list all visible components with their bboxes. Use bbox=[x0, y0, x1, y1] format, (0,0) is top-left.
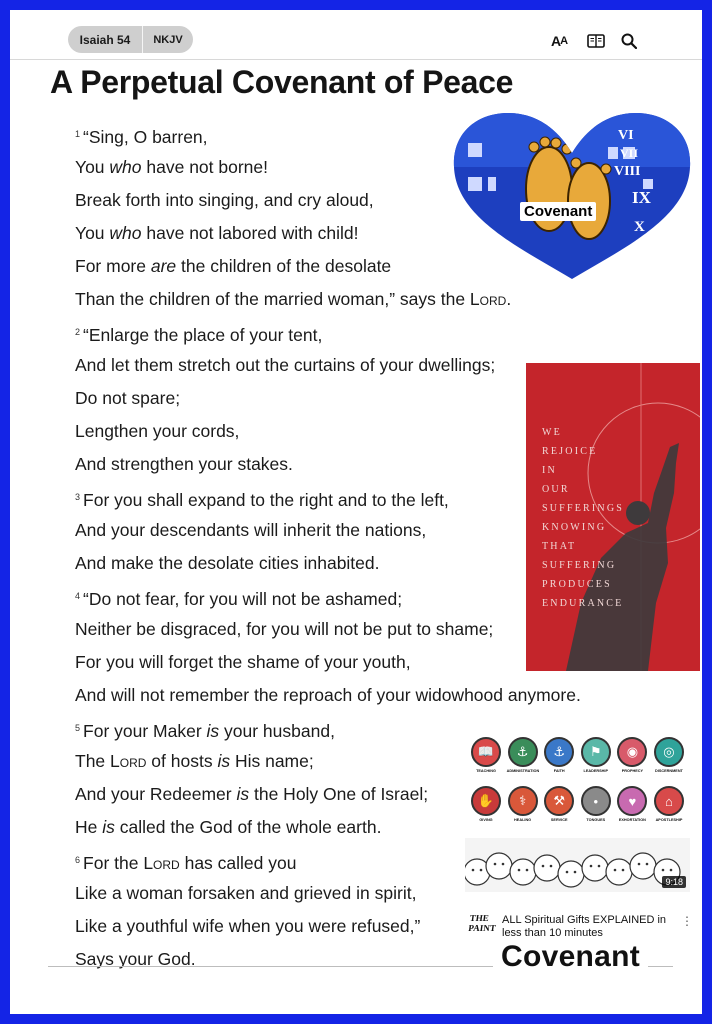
gift-badge: ◎ bbox=[654, 737, 684, 767]
verse-line-start[interactable] bbox=[75, 316, 675, 349]
verse-line-text: Says your God. bbox=[75, 949, 196, 969]
gift-icon-giving bbox=[470, 786, 502, 822]
gift-icon-exhortation bbox=[616, 786, 648, 822]
gift-badge: ✋ bbox=[471, 786, 501, 816]
gift-icon-tongues bbox=[580, 786, 612, 822]
verse-number: 5 bbox=[75, 723, 81, 733]
gift-label: ADMINISTRATION bbox=[506, 769, 540, 773]
verse-line-text: Break forth into singing, and cry aloud, bbox=[75, 190, 374, 210]
verse-number: 4 bbox=[75, 591, 81, 601]
covenant-label: Covenant bbox=[493, 940, 648, 974]
gift-label: TEACHING bbox=[476, 769, 496, 773]
rejoice-sufferings-image bbox=[526, 363, 700, 671]
rejoice-quote: WE REJOICE IN OUR SUFFERINGS KNOWING THAT SUFFERING PRODUCES ENDURANCE bbox=[542, 427, 625, 609]
verse-line-text: Lengthen your cords, bbox=[75, 421, 240, 441]
gift-badge: ⚕ bbox=[508, 786, 538, 816]
gift-icon-service bbox=[543, 786, 575, 822]
faces-illustration bbox=[465, 838, 690, 892]
verse-line-text: Neither be disgraced, for you will not be put to shame; bbox=[75, 619, 494, 639]
channel-logo[interactable]: THE PAINT bbox=[467, 913, 497, 933]
gift-badge: ⚓ bbox=[508, 737, 538, 767]
gift-icon-administration bbox=[507, 737, 539, 773]
gift-badge: 📖 bbox=[471, 737, 501, 767]
verse-line-text: Do not spare; bbox=[75, 388, 181, 408]
gift-icon-discernment bbox=[653, 737, 685, 773]
roman-numeral-viii: VIII bbox=[614, 164, 641, 179]
gift-label: APOSTLESHIP bbox=[655, 818, 683, 822]
video-card[interactable] bbox=[465, 732, 693, 957]
gift-icon-prophecy bbox=[616, 737, 648, 773]
gift-icon-apostleship bbox=[653, 786, 685, 822]
bible-reader-page bbox=[10, 10, 702, 1014]
gift-badge: ⚒ bbox=[544, 786, 574, 816]
section-title: A Perpetual Covenant of Peace bbox=[50, 64, 514, 100]
video-duration: 9:18 bbox=[662, 876, 686, 888]
verse-number: 1 bbox=[75, 129, 81, 139]
gift-label: FAITH bbox=[553, 769, 565, 773]
verse-line-text: For you will forget the shame of your youth, bbox=[75, 652, 411, 672]
verse-line-text: And your descendants will inherit the nations, bbox=[75, 520, 427, 540]
verse-line-text: And strengthen your stakes. bbox=[75, 454, 293, 474]
verse-line-text: You who have not borne! bbox=[75, 157, 268, 177]
gift-badge: ⚑ bbox=[581, 737, 611, 767]
book-chapter-button[interactable]: Isaiah 54 bbox=[68, 26, 143, 53]
gift-label: SERVICE bbox=[550, 818, 568, 822]
passage-selector[interactable] bbox=[68, 26, 193, 53]
version-button[interactable]: NKJV bbox=[153, 33, 183, 46]
verse-line-text: “Sing, O barren, bbox=[83, 127, 208, 147]
gift-badge: ♥ bbox=[617, 786, 647, 816]
verse-line[interactable] bbox=[75, 679, 675, 712]
reader-toolbar bbox=[10, 10, 702, 60]
roman-numeral-ix: IX bbox=[632, 188, 651, 207]
gift-label: DISCERNMENT bbox=[655, 769, 683, 773]
heart-label: Covenant bbox=[520, 202, 596, 221]
gift-label: GIVING bbox=[479, 818, 493, 822]
gift-icon-teaching bbox=[470, 737, 502, 773]
roman-numeral-vi: VI bbox=[618, 128, 634, 143]
verse-number: 6 bbox=[75, 855, 81, 865]
gift-row bbox=[470, 737, 685, 773]
verse-line-text: Than the children of the married woman,” says the Lord. bbox=[75, 289, 512, 309]
gift-icon-leadership bbox=[580, 737, 612, 773]
font-size-icon[interactable]: A A bbox=[551, 33, 568, 49]
gift-badge: ⌂ bbox=[654, 786, 684, 816]
verse-line-text: And let them stretch out the curtains of your dwellings; bbox=[75, 355, 496, 375]
gift-label: TONGUES bbox=[586, 818, 606, 822]
verse-number: 2 bbox=[75, 327, 81, 337]
verse-line-text: Like a youthful wife when you were refused,” bbox=[75, 916, 421, 936]
verse-line-text: For you shall expand to the right and to the left, bbox=[83, 490, 449, 510]
verse-line-text: The Lord of hosts is His name; bbox=[75, 751, 314, 771]
verse-line-text: “Do not fear, for you will not be ashamed; bbox=[83, 589, 403, 609]
verse-line-text: For the Lord has called you bbox=[83, 853, 297, 873]
gift-label: EXHORTATION bbox=[618, 818, 646, 822]
verse-line-text: And your Redeemer is the Holy One of Israel; bbox=[75, 784, 429, 804]
gift-icon-healing bbox=[507, 786, 539, 822]
covenant-heart-image bbox=[448, 107, 696, 282]
gift-label: HEALING bbox=[514, 818, 532, 822]
gift-badge: • bbox=[581, 786, 611, 816]
verse-line-text: And will not remember the reproach of your widowhood anymore. bbox=[75, 685, 581, 705]
verse-line[interactable] bbox=[75, 283, 675, 316]
gift-icon-faith bbox=[543, 737, 575, 773]
verse-number: 3 bbox=[75, 492, 81, 502]
gift-label: LEADERSHIP bbox=[583, 769, 609, 773]
verse-line-text: “Enlarge the place of your tent, bbox=[83, 325, 323, 345]
search-icon[interactable] bbox=[620, 32, 638, 50]
roman-numeral-x: X bbox=[634, 219, 645, 235]
gift-row bbox=[470, 786, 685, 822]
verse-line-text: For your Maker is your husband, bbox=[83, 721, 335, 741]
verse-line-text: Like a woman forsaken and grieved in spirit, bbox=[75, 883, 417, 903]
gift-badge: ◉ bbox=[617, 737, 647, 767]
gift-label: PROPHECY bbox=[621, 769, 644, 773]
more-options-icon[interactable]: ⋮ bbox=[681, 914, 693, 928]
verse-line-text: He is called the God of the whole earth. bbox=[75, 817, 382, 837]
verse-line-text: And make the desolate cities inhabited. bbox=[75, 553, 380, 573]
book-icon[interactable] bbox=[586, 32, 606, 50]
roman-numeral-vii: VII bbox=[620, 146, 639, 160]
video-title[interactable]: ALL Spiritual Gifts EXPLAINED in less than 10 minutes bbox=[502, 914, 667, 939]
verse-line-text: You who have not labored with child! bbox=[75, 223, 359, 243]
video-thumbnail[interactable] bbox=[465, 732, 690, 892]
gift-badge: ⚓ bbox=[544, 737, 574, 767]
verse-line-text: For more are the children of the desolate bbox=[75, 256, 392, 276]
